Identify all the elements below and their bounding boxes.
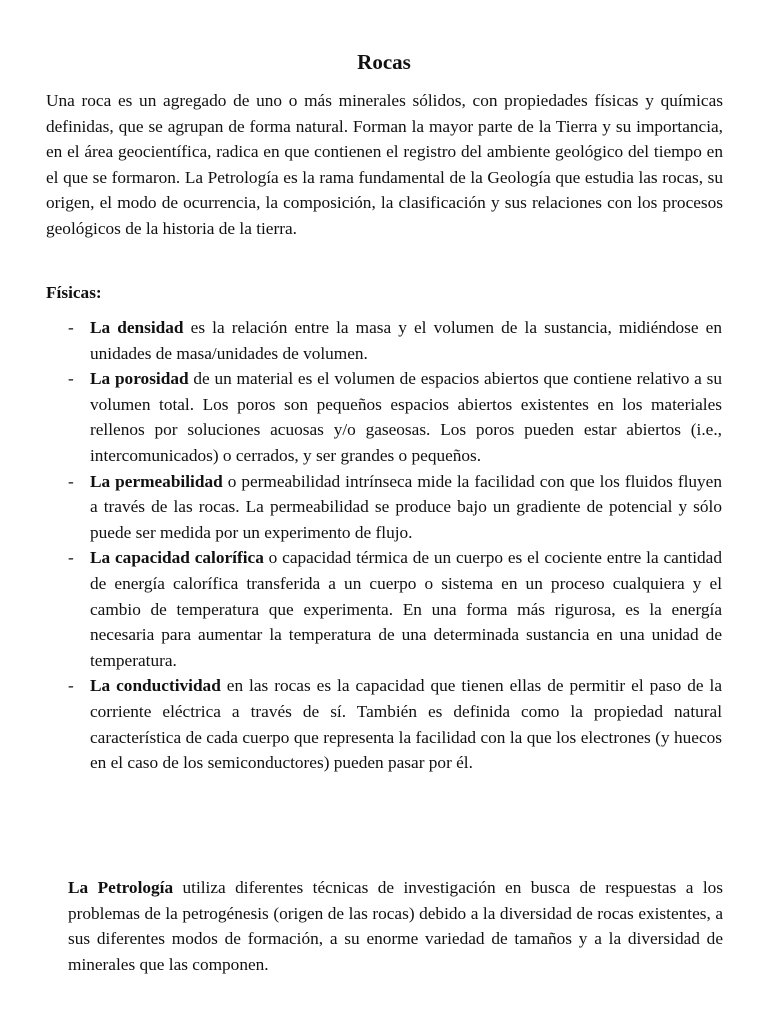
property-term: La conductividad xyxy=(90,676,221,696)
property-term: La porosidad xyxy=(90,369,189,389)
bullet-dash: - xyxy=(68,369,74,389)
closing-paragraph xyxy=(68,875,723,977)
list-item xyxy=(0,366,722,468)
bullet-dash: - xyxy=(68,548,74,568)
property-text: o capacidad térmica de un cuerpo es el cociente entre la cantidad de energía calorífica transferida a un cuerpo o sistema en un proceso cualquiera y el cambio de temperatura que experimenta. En una forma más rigurosa, es la energía necesaria para aumentar la temperatura de una determinada sustancia en una unidad de temperatura. xyxy=(90,548,722,670)
bullet-dash: - xyxy=(68,676,74,696)
page-title: Rocas xyxy=(357,50,411,74)
property-text: es la relación entre la masa y el volumen de la sustancia, midiéndose en unidades de masa/unidades de volumen. xyxy=(90,318,722,363)
property-text: en las rocas es la capacidad que tienen ellas de permitir el paso de la corriente eléctrica a través de sí. También es definida como la propiedad natural característica de cada cuerpo que representa la facilidad con la que los electrones (y huecos en el caso de los semiconductores) pueden pasar por él. xyxy=(90,676,722,773)
list-item xyxy=(0,545,722,673)
closing-term: La Petrología xyxy=(68,878,174,897)
list-item xyxy=(0,315,722,366)
property-text: o permeabilidad intrínseca mide la facilidad con que los fluidos fluyen a través de las rocas. La permeabilidad se produce bajo un gradiente de potencial y sólo puede ser medida por un experimento de flujo. xyxy=(90,471,722,542)
bullet-dash: - xyxy=(68,471,74,491)
list-item xyxy=(0,673,722,775)
property-text: de un material es el volumen de espacios abiertos que contiene relativo a su volumen total. Los poros son pequeños espacios abiertos existentes en los materiales rellenos por soluciones acuosas y/o gaseosas. Los poros pueden estar abiertos (i.e., intercomunicados) o cerrados, y ser grandes o pequeños. xyxy=(90,369,722,465)
bullet-dash: - xyxy=(68,318,74,337)
list-item xyxy=(0,469,722,546)
property-term: La permeabilidad xyxy=(90,471,223,491)
property-term: La densidad xyxy=(90,318,184,337)
intro-paragraph: Una roca es un agregado de uno o más minerales sólidos, con propiedades físicas y químicas definidas, que se agrupan de forma natural. Forman la mayor parte de la Tierra y su importancia, en el área geocientífica, radica en que contienen el registro del ambiente geológico del tiempo en el que se formaron. La Petrología es la rama fundamental de la Geología que estudia las rocas, su origen, el modo de ocurrencia, la composición, la clasificación y sus relaciones con los procesos geológicos de la historia de la tierra. xyxy=(46,91,723,238)
properties-list xyxy=(0,315,768,776)
section-heading: Físicas: xyxy=(46,283,102,302)
property-term: La capacidad calorífica xyxy=(90,548,264,568)
closing-text: utiliza diferentes técnicas de investigación en busca de respuestas a los problemas de la petrogénesis (origen de las rocas) debido a la diversidad de rocas existentes, a sus diferentes modos de formación, a su enorme variedad de tamaños y a la diversidad de minerales que las componen. xyxy=(68,878,723,974)
